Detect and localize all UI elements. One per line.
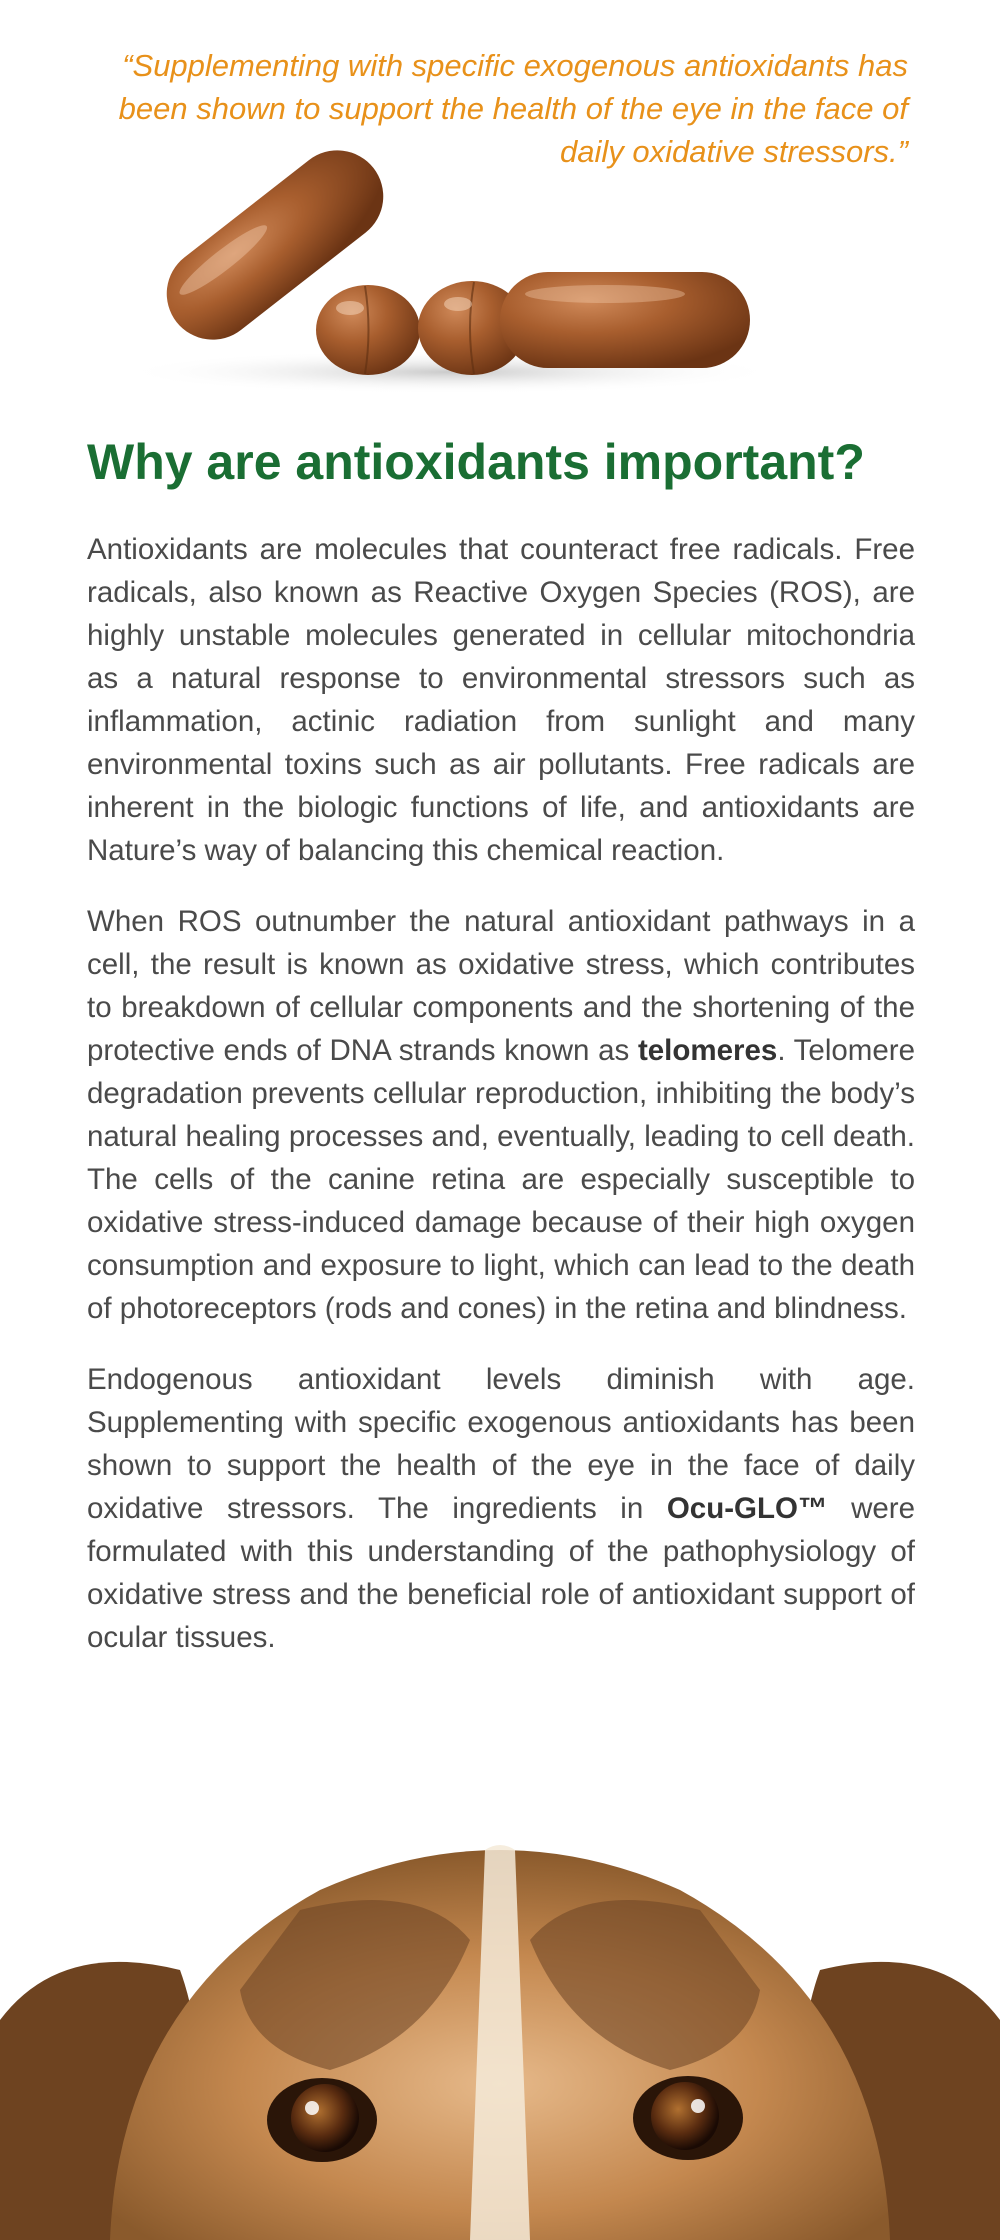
article-body	[87, 528, 915, 1687]
softgel-capsules-image	[90, 140, 810, 400]
pull-quote: “Supplementing with specific exogenous antioxidants has been shown to support the health of the eye in the face of daily oxidative stressors.”	[118, 48, 908, 169]
paragraph-2: When ROS outnumber the natural antioxidant pathways in a cell, the result is known as oxidative stress, which contributes to breakdown of cellular components and the shortening of the protective ends of DNA strands known as telomeres. Telomere degradation prevents cellular reproduction, inhibiting the body’s natural healing processes and, eventually, leading to cell death. The cells of the canine retina are especially susceptible to oxidative stress-induced damage because of their high oxygen consumption and exposure to light, which can lead to the death of photoreceptors (rods and cones) in the retina and blindness.	[87, 905, 915, 1325]
beagle-face-image	[0, 1820, 1000, 2240]
telomeres-term: telomeres	[637, 1034, 778, 1067]
paragraph-1: Antioxidants are molecules that counteract free radicals. Free radicals, also known as Reactive Oxygen Species (ROS), are highly unstable molecules generated in cellular mitochondria as a natural response to environmental stressors such as inflammation, actinic radiation from sunlight and many environmental toxins such as air pollutants. Free radicals are inherent in the biologic functions of life, and antioxidants are Nature’s way of balancing this chemical reaction.	[87, 533, 915, 867]
product-name: Ocu-GLO™	[666, 1492, 828, 1525]
paragraph-3: Endogenous antioxidant levels diminish with age. Supplementing with specific exogenous antioxidants has been shown to support the health of the eye in the face of daily oxidative stressors. The ingredients in Ocu-GLO™ were formulated with this understanding of the pathophysiology of oxidative stress and the beneficial role of antioxidant support of ocular tissues.	[87, 1363, 916, 1654]
section-heading: Why are antioxidants important?	[87, 434, 865, 490]
